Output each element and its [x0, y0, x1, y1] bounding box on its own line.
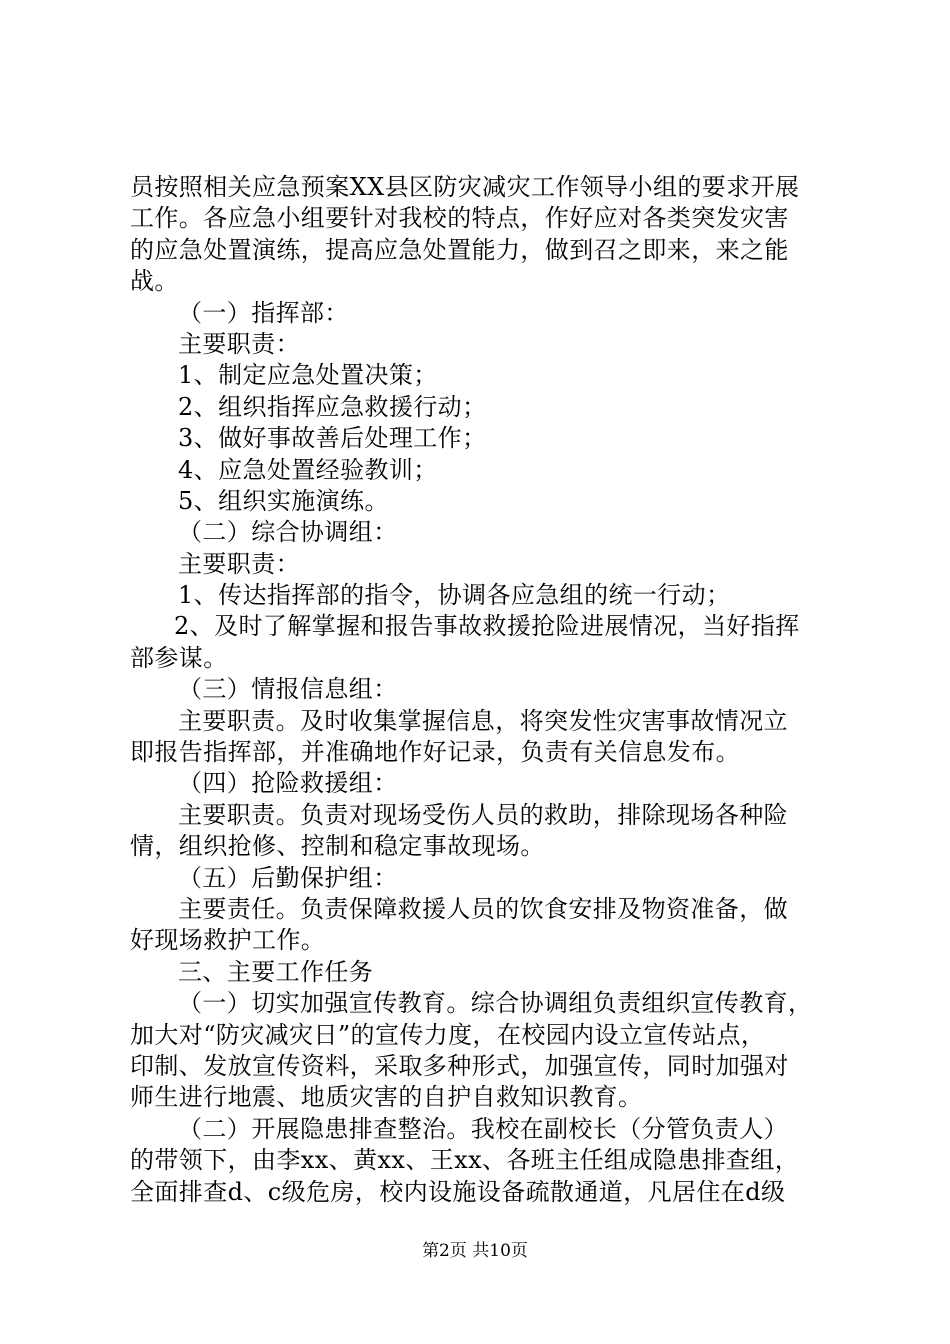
text-line: 员按照相关应急预案XX县区防灾减灾工作领导小组的要求开展: [130, 173, 800, 201]
text-line: 好现场救护工作。: [130, 926, 326, 955]
text-line: 全面排查d、c级危房，校内设施设备疏散通道，凡居住在d级: [130, 1177, 786, 1206]
text-line: 部参谋。: [130, 643, 228, 672]
text-line: 战。: [130, 267, 179, 296]
text-line: 主要职责：: [178, 549, 300, 578]
text-line: 三、主要工作任务: [178, 957, 374, 986]
text-line: 主要责任。负责保障救援人员的饮食安排及物资准备，做: [178, 894, 788, 923]
text-line: 5、组织实施演练。: [178, 486, 389, 515]
text-line: （一）切实加强宣传教育。综合协调组负责组织宣传教育，: [178, 989, 813, 1018]
document-body: [130, 172, 830, 1208]
text-line: 师生进行地震、地质灾害的自护自救知识教育。: [130, 1083, 643, 1112]
text-line: 的应急处置演练，提高应急处置能力，做到召之即来，来之能: [130, 235, 789, 264]
text-line: 工作。各应急小组要针对我校的特点，作好应对各类突发灾害: [130, 204, 789, 233]
text-line: 加大对“防灾减灾日”的宣传力度，在校园内设立宣传站点，: [130, 1020, 766, 1049]
text-line: 1、制定应急处置决策；: [178, 361, 438, 390]
text-line: 主要职责。负责对现场受伤人员的救助，排除现场各种险: [178, 800, 788, 829]
text-line: 印制、发放宣传资料，采取多种形式，加强宣传，同时加强对: [130, 1051, 789, 1080]
text-line: 3、做好事故善后处理工作；: [178, 424, 487, 453]
text-line: （四）抢险救援组：: [178, 769, 398, 798]
text-line: 2、及时了解掌握和报告事故救援抢险进展情况，当好指挥: [174, 612, 800, 641]
text-line: 4、应急处置经验教训；: [178, 455, 438, 484]
text-line: 即报告指挥部，并准确地作好记录，负责有关信息发布。: [130, 738, 740, 767]
text-line: 主要职责：: [178, 329, 300, 358]
text-line: 的带领下，由李xx、黄xx、王xx、各班主任组成隐患排查组，: [130, 1146, 800, 1175]
text-line: （二）开展隐患排查整治。我校在副校长（分管负责人）: [178, 1114, 788, 1143]
text-line: 情，组织抢修、控制和稳定事故现场。: [130, 832, 545, 861]
text-line: 主要职责。及时收集掌握信息，将突发性灾害事故情况立: [178, 706, 788, 735]
text-line: （二）综合协调组：: [178, 518, 398, 547]
text-line: （五）后勤保护组：: [178, 863, 398, 892]
page-footer: 第2页 共10页: [422, 1241, 528, 1261]
text-line: 2、组织指挥应急救援行动；: [178, 392, 487, 421]
text-line: 1、传达指挥部的指令，协调各应急组的统一行动；: [178, 581, 731, 610]
text-line: （一）指挥部：: [178, 298, 349, 327]
text-line: （三）情报信息组：: [178, 675, 398, 704]
